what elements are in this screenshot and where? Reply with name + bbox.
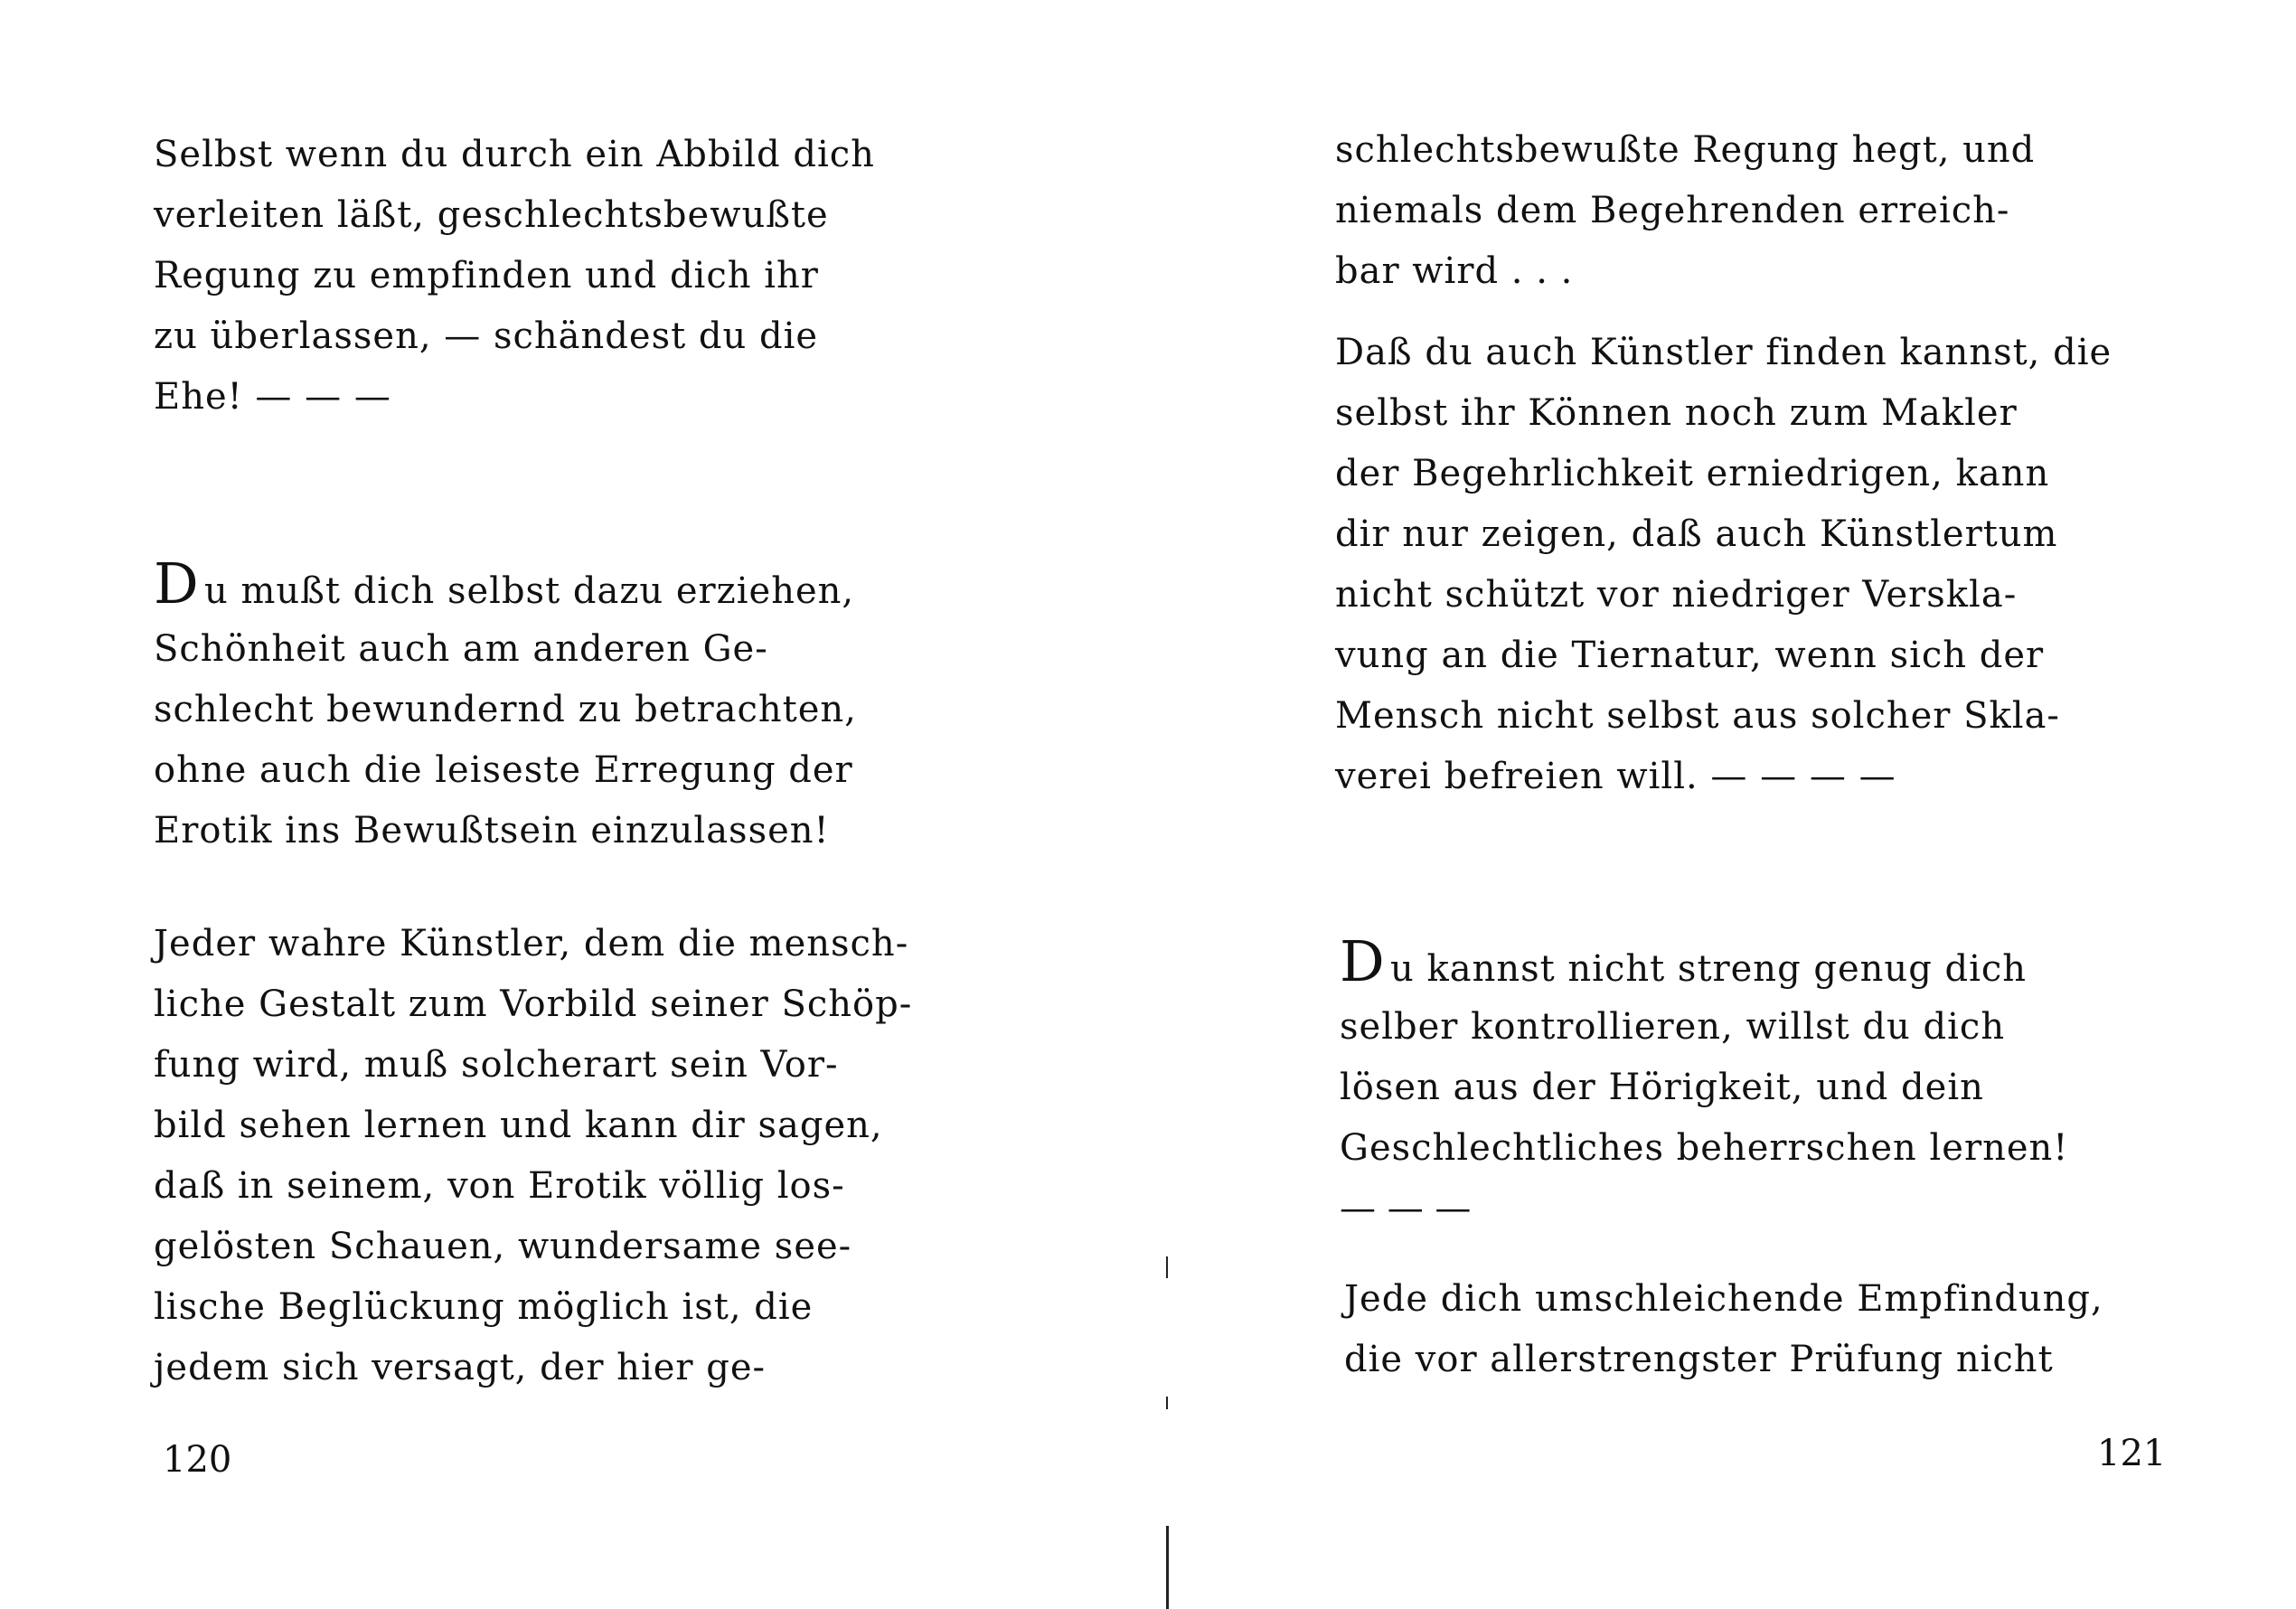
right-page bbox=[1148, 0, 2296, 1609]
dropcap: D bbox=[154, 550, 200, 616]
text-line: selber kontrollieren, willst du dich bbox=[1340, 1006, 2006, 1048]
text-line: Jede dich umschleichende Empfindung, bbox=[1344, 1278, 2103, 1320]
right-paragraph-4 bbox=[1344, 1269, 2103, 1390]
page-number: 120 bbox=[163, 1439, 232, 1481]
page-number: 121 bbox=[2097, 1433, 2167, 1474]
ellipsis-dashes: — — — bbox=[1340, 1188, 1472, 1229]
text-line: bild sehen lernen und kann dir sagen, bbox=[154, 1105, 883, 1146]
text-line: jedem sich versagt, der hier ge- bbox=[154, 1347, 767, 1388]
text-line: daß in seinem, von Erotik völlig los- bbox=[154, 1165, 845, 1207]
text-line: schlechtsbewußte Regung hegt, und bbox=[1335, 129, 2036, 171]
text-line: Selbst wenn du durch ein Abbild dich bbox=[154, 134, 875, 175]
text-line: u kannst nicht streng genug dich bbox=[1390, 948, 2028, 990]
text-line: die vor allerstrengster Prüfung nicht bbox=[1344, 1339, 2054, 1380]
text-line: gelösten Schauen, wundersame see- bbox=[154, 1226, 852, 1267]
text-line: Geschlechtliches beherrschen lernen! bbox=[1340, 1127, 2069, 1169]
text-line-with-dropcap bbox=[154, 550, 857, 619]
text-line: der Begehrlichkeit erniedrigen, kann bbox=[1335, 453, 2050, 494]
text-line: lösen aus der Hörigkeit, und dein bbox=[1340, 1067, 1984, 1108]
text-line: schlecht bewundernd zu betrachten, bbox=[154, 689, 857, 730]
text-line: liche Gestalt zum Vorbild seiner Schöp- bbox=[154, 983, 913, 1025]
text-line: u mußt dich selbst dazu erziehen, bbox=[204, 570, 855, 612]
text-line: Jeder wahre Künstler, dem die mensch- bbox=[154, 923, 909, 964]
text-line: ohne auch die leiseste Erregung der bbox=[154, 749, 853, 791]
right-paragraph-1 bbox=[1335, 120, 2035, 302]
text-line: Daß du auch Künstler finden kannst, die bbox=[1335, 332, 2113, 373]
text-line: verleiten läßt, geschlechtsbewußte bbox=[154, 194, 829, 236]
text-line: nicht schützt vor niedriger Verskla- bbox=[1335, 574, 2018, 616]
left-paragraph-2 bbox=[154, 550, 857, 861]
text-line: lische Beglückung möglich ist, die bbox=[154, 1286, 814, 1328]
left-paragraph-3 bbox=[154, 914, 912, 1398]
text-line: Schönheit auch am anderen Ge- bbox=[154, 628, 768, 670]
text-line: bar wird . . . bbox=[1335, 250, 1574, 292]
text-line: niemals dem Begehrenden erreich- bbox=[1335, 190, 2010, 231]
text-line: dir nur zeigen, daß auch Künstlertum bbox=[1335, 513, 2058, 555]
left-paragraph-1 bbox=[154, 125, 875, 428]
text-line: Mensch nicht selbst aus solcher Skla- bbox=[1335, 695, 2060, 737]
right-paragraph-2 bbox=[1335, 323, 2112, 807]
dropcap: D bbox=[1340, 928, 1386, 994]
right-paragraph-3 bbox=[1340, 928, 2069, 1239]
text-line: Erotik ins Bewußtsein einzulassen! bbox=[154, 810, 830, 852]
text-line: zu überlassen, — schändest du die bbox=[154, 315, 819, 357]
text-line: verei befreien will. — — — — bbox=[1335, 756, 1896, 797]
text-line-with-dropcap bbox=[1340, 928, 2068, 997]
text-line: Regung zu empfinden und dich ihr bbox=[154, 255, 819, 296]
text-line: fung wird, muß solcherart sein Vor- bbox=[154, 1044, 839, 1086]
text-line: selbst ihr Können noch zum Makler bbox=[1335, 392, 2018, 434]
text-line: Ehe! — — — bbox=[154, 376, 391, 418]
text-line: vung an die Tiernatur, wenn sich der bbox=[1335, 635, 2045, 676]
